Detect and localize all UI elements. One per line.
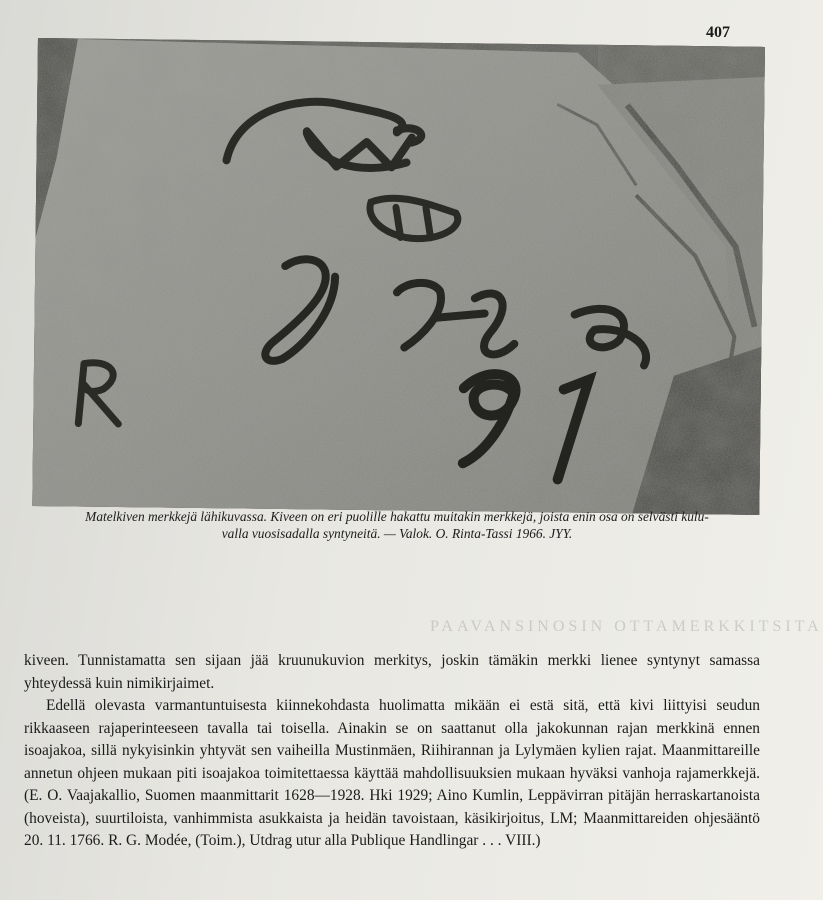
page-number: 407 [706,24,730,41]
paragraph-2: Edellä olevasta varmantuntuisesta kiinnekohdasta huolimatta mikään ei estä sitä, että kivi liittyisi seudun rikkaaseen rajaperinteeseen tavalla tai toisella. Ainakin se on saattanut olla jakokunnan rajan merkkinä ennen isoajakoa, sillä nykyisinkin yhtyvät sen vaiheilla Mustinmäen, Riihirannan ja Lylymäen kylien rajat. Maanmittareille annetun ohjeen mukaan piti isoajakoa toimitettaessa käyttää mahdollisuuksien mukaan hyväksi vanhoja rajamerkkejä. (E. O. Vaajakallio, Suomen maanmittarit 1628—1928. Hki 1929; Aino Kumlin, Leppävirran pitäjän herraskartanoista (hoveista), suurtiloista, vanhimmista asukkaista ja heidän tavoistaan, käsikirjoitus, LM; Maanmittareiden ohjesääntö 20. 11. 1766. R. G. Modée, (Toim.), Utdrag utur alla Publique Handlingar . . . VIII.) [24,697,760,849]
stone-carving-image [32,38,765,515]
show-through-heading: PAAVANSINOSIN OTTAMERKKITSITA [430,618,823,635]
caption-line-1: Matelkiven merkkejä lähikuvassa. Kiveen on eri puolille hakattu muitakin merkkejä, joista enin osa on selvästi kulu- [85,509,709,524]
photo-caption [32,508,762,542]
caption-line-2: valla vuosisadalla syntyneitä. — Valok. O. Rinta-Tassi 1966. JYY. [221,526,573,541]
stone-photo [32,38,765,515]
body-text [24,650,760,853]
paragraph-1: kiveen. Tunnistamatta sen sijaan jää kruunukuvion merkitys, joskin tämäkin merkki lienee syntynyt samassa yhteydessä kuin nimikirjaimet. [24,652,760,692]
